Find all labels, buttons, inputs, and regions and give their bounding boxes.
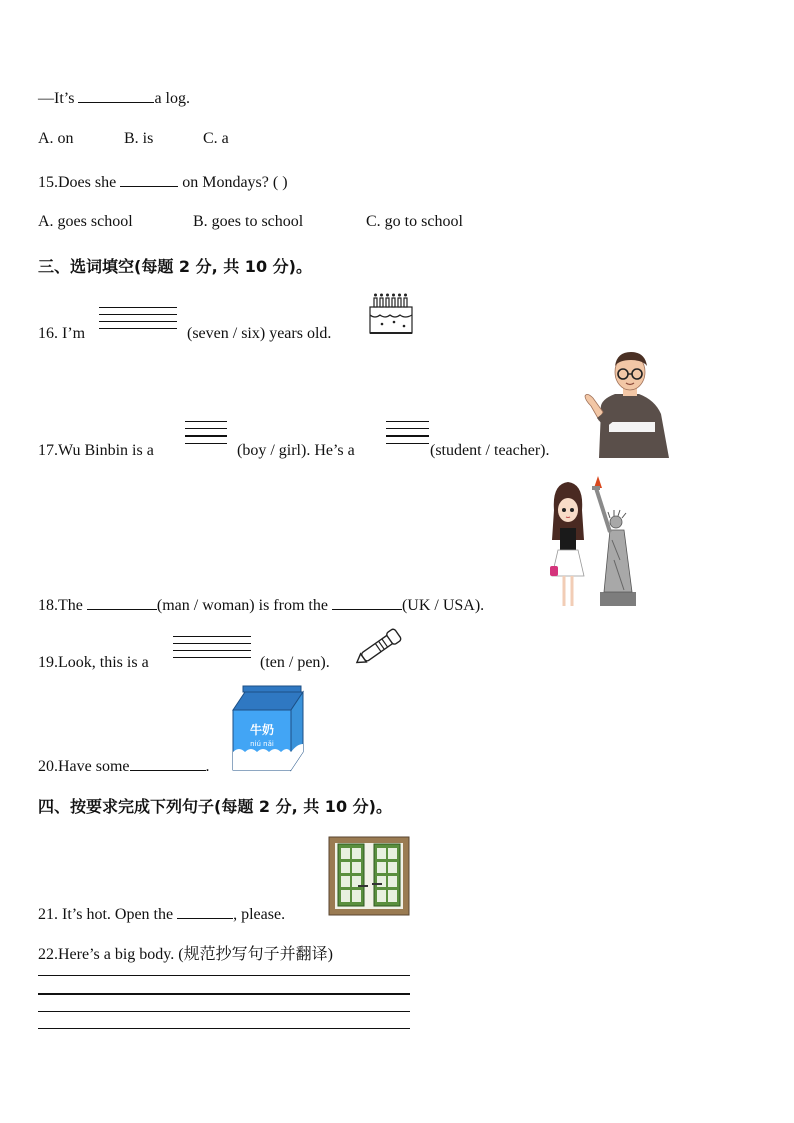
q16-prefix: 16. I’m (38, 325, 86, 342)
q20-answer-blank[interactable] (130, 756, 206, 771)
q17-suffix: (student / teacher). (430, 442, 550, 459)
q16-suffix: (seven / six) years old. (187, 325, 332, 342)
section-3-heading: 三、选词填空(每题 2 分, 共 10 分)。 (38, 257, 312, 276)
q14-answer-blank[interactable] (78, 88, 154, 103)
q14-option-a[interactable]: A. on (38, 130, 74, 147)
writing-line-3[interactable] (38, 1011, 410, 1012)
carton-label-cn: 牛奶 (249, 723, 275, 737)
birthday-cake-icon (368, 291, 414, 337)
q15-option-c[interactable]: C. go to school (366, 213, 463, 230)
q19-prefix: 19.Look, this is a (38, 654, 149, 671)
q21-answer-blank[interactable] (177, 904, 233, 919)
section-4-heading: 四、按要求完成下列句子(每题 2 分, 共 10 分)。 (38, 797, 392, 816)
q14-prompt: —It’s a log. (38, 90, 190, 107)
teacher-man-icon (583, 352, 671, 458)
q15-prompt: 15.Does she on Mondays? ( ) (38, 174, 288, 191)
window-icon (328, 836, 410, 916)
writing-line-4[interactable] (38, 1028, 410, 1029)
q17-prefix: 17.Wu Binbin is a (38, 442, 154, 459)
q20-prompt: 20.Have some . (38, 758, 210, 775)
q19-suffix: (ten / pen). (260, 654, 330, 671)
q19-four-line-blank[interactable] (173, 636, 251, 664)
q17-middle: (boy / girl). He’s a (237, 442, 355, 459)
q17-blank-2[interactable] (386, 421, 429, 450)
carton-label-pinyin: niú nǎi (250, 740, 274, 748)
q22-prompt: 22.Here’s a big body. (规范抄写句子并翻译) (38, 946, 333, 963)
q21-prompt: 21. It’s hot. Open the , please. (38, 906, 286, 923)
girl-and-statue-of-liberty-icon (544, 470, 644, 612)
q18-blank-2[interactable] (332, 595, 402, 610)
pen-icon (352, 626, 406, 668)
writing-line-1[interactable] (38, 975, 410, 976)
q15-answer-blank[interactable] (120, 172, 178, 187)
milk-carton-icon (229, 686, 309, 772)
q18-prompt: 18.The (man / woman) is from the (UK / USA). (38, 597, 485, 614)
q14-option-b[interactable]: B. is (124, 130, 154, 147)
q15-option-a[interactable]: A. goes school (38, 213, 133, 230)
q15-option-b[interactable]: B. goes to school (193, 213, 304, 230)
q14-option-c[interactable]: C. a (203, 130, 229, 147)
q16-four-line-blank[interactable] (99, 307, 177, 335)
q18-blank-1[interactable] (87, 595, 157, 610)
writing-line-2[interactable] (38, 993, 410, 995)
q17-blank-1[interactable] (185, 421, 227, 450)
